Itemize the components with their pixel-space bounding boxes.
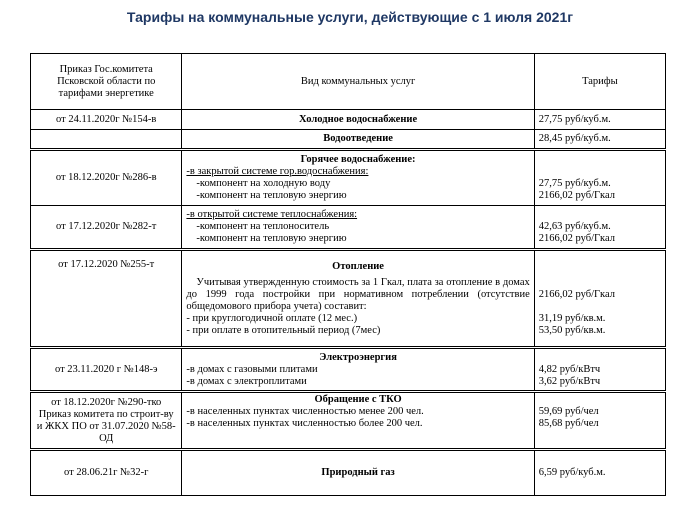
- waste-item2: -в населенных пунктах численностью более 200 чел.: [186, 418, 423, 429]
- tariff-waste-1: 59,69 руб/чел: [538, 406, 599, 417]
- table-header-row: [31, 54, 666, 110]
- tariff-hot-water-closed: [534, 150, 665, 206]
- waste-title: Обращение с ТКО: [314, 394, 402, 405]
- row-electricity: [31, 348, 666, 392]
- row-hot-water-closed: [31, 150, 666, 206]
- tariff-hot-water-open-1: 42,63 руб/куб.м.: [538, 221, 611, 232]
- tariff-waste-2: 85,68 руб/чел: [538, 418, 599, 429]
- order-waste-line1: от 18.12.2020г №290-тко: [51, 396, 162, 408]
- row-waste: [31, 392, 666, 450]
- tariff-electricity-1: 4,82 руб/кВтч: [538, 363, 601, 375]
- tariff-electricity: [534, 348, 665, 392]
- service-drainage: Водоотведение: [182, 130, 534, 150]
- hot-water-open-label: -в открытой системе теплоснабжения:: [186, 209, 358, 220]
- tariff-heating-1: 31,19 руб/кв.м.: [538, 312, 606, 324]
- row-gas: [31, 450, 666, 496]
- heating-item1: - при круглогодичной оплате (12 мес.): [186, 312, 358, 324]
- hot-water-title: Горячее водоснабжение:: [300, 154, 416, 165]
- header-order-cell: Приказ Гос.комитета Псковской области по тарифами энергетике: [31, 54, 182, 110]
- tariff-heating: [534, 250, 665, 348]
- service-waste: [182, 392, 534, 450]
- tariff-heating-main: 2166,02 руб/Гкал: [538, 288, 615, 300]
- hot-water-closed-item2: -компонент на тепловую энергию: [196, 190, 347, 201]
- heating-item2: - при оплате в отопительный период (7мес): [186, 324, 381, 336]
- heating-title: Отопление: [332, 260, 384, 272]
- order-hot-water-closed: от 18.12.2020г №286-в: [31, 150, 182, 206]
- page-title: Тарифы на коммунальные услуги, действующие с 1 июля 2021г: [126, 9, 574, 25]
- order-waste: [31, 392, 182, 450]
- order-cold-water: от 24.11.2020г №154-в: [31, 110, 182, 130]
- electricity-title: Электроэнергия: [319, 351, 397, 363]
- order-heating: от 17.12.2020 №255-т: [31, 250, 182, 348]
- electricity-item2: -в домах с электроплитами: [186, 375, 307, 387]
- order-gas: от 28.06.21г №32-г: [31, 450, 182, 496]
- tariff-hot-water-open-2: 2166,02 руб/Гкал: [538, 233, 615, 244]
- row-drainage: [31, 130, 666, 150]
- tariff-table: [30, 53, 666, 496]
- tariff-heating-2: 53,50 руб/кв.м.: [538, 324, 606, 336]
- tariff-hot-water-closed-2: 2166,02 руб/Гкал: [538, 190, 615, 201]
- order-waste-line2: Приказ комитета по строит-ву и ЖКХ ПО от 31.07.2020 №58-ОД: [36, 408, 176, 444]
- order-drainage-empty: [31, 130, 182, 150]
- waste-item1: -в населенных пунктах численностью менее 200 чел.: [186, 406, 424, 417]
- hot-water-open-item1: -компонент на теплоноситель: [196, 221, 330, 232]
- tariff-hot-water-closed-1: 27,75 руб/куб.м.: [538, 178, 611, 189]
- tariff-waste: [534, 392, 665, 450]
- tariff-cold-water: 27,75 руб/куб.м.: [534, 110, 665, 130]
- service-heating: [182, 250, 534, 348]
- row-heating: [31, 250, 666, 348]
- order-hot-water-open: от 17.12.2020г №282-т: [31, 206, 182, 250]
- hot-water-closed-item1: -компонент на холодную воду: [196, 178, 331, 189]
- service-hot-water-open: [182, 206, 534, 250]
- row-hot-water-open: [31, 206, 666, 250]
- tariff-drainage: 28,45 руб/куб.м.: [534, 130, 665, 150]
- service-hot-water-closed: [182, 150, 534, 206]
- hot-water-open-item2: -компонент на тепловую энергию: [196, 233, 347, 244]
- hot-water-closed-label: -в закрытой системе гор.водоснабжения:: [186, 166, 369, 177]
- service-gas: Природный газ: [182, 450, 534, 496]
- tariff-electricity-2: 3,62 руб/кВтч: [538, 375, 601, 387]
- header-service-cell: Вид коммунальных услуг: [182, 54, 534, 110]
- electricity-item1: -в домах с газовыми плитами: [186, 363, 318, 375]
- tariff-hot-water-open: [534, 206, 665, 250]
- row-cold-water: [31, 110, 666, 130]
- service-electricity: [182, 348, 534, 392]
- header-tariff-cell: Тарифы: [534, 54, 665, 110]
- heating-text: Учитывая утвержденную стоимость за 1 Гкал, плата за отопление в домах до 1999 года постройки при нормативном потреблении (отсутствие общедомового прибора учета) составит:: [186, 276, 530, 312]
- tariff-gas: 6,59 руб/куб.м.: [534, 450, 665, 496]
- service-cold-water: Холодное водоснабжение: [182, 110, 534, 130]
- order-electricity: от 23.11.2020 г №148-э: [31, 348, 182, 392]
